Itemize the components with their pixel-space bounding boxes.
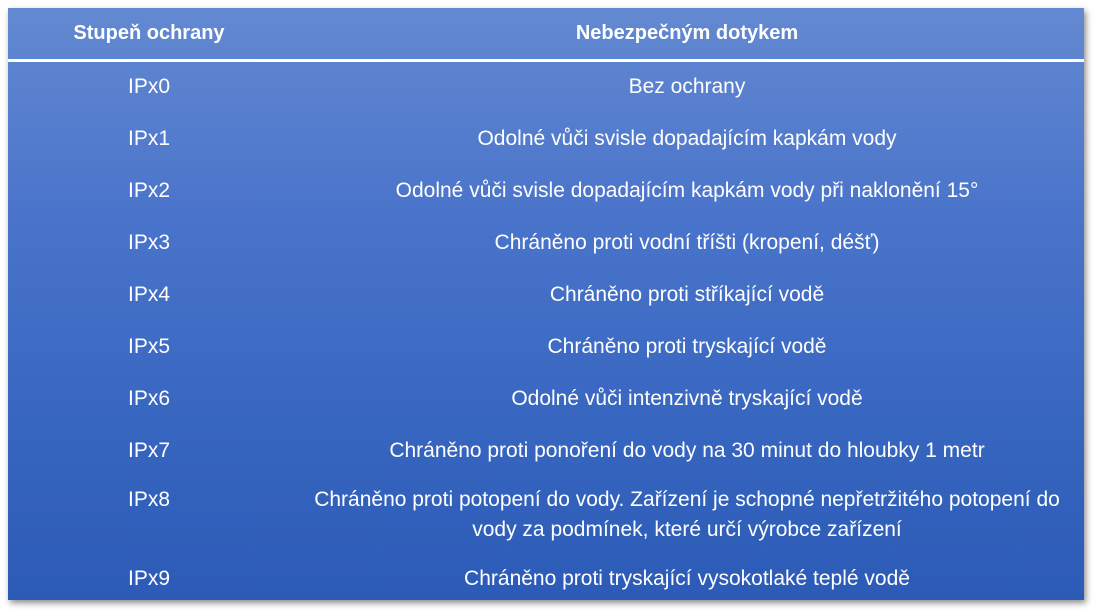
row-code: IPx9 xyxy=(127,566,171,590)
row-description: Chráněno proti tryskající vodě xyxy=(547,334,827,358)
header-dangerous-contact: Nebezpečným dotykem xyxy=(290,8,1084,61)
row-code: IPx7 xyxy=(127,438,171,462)
row-code: IPx2 xyxy=(127,178,171,202)
table-row xyxy=(8,477,1084,553)
header-row xyxy=(8,8,1084,61)
row-description: Chráněno proti tryskající vysokotlaké teplé vodě xyxy=(464,566,910,590)
table-row xyxy=(8,217,1084,269)
row-code: IPx8 xyxy=(127,487,171,511)
row-description: Odolné vůči svisle dopadajícím kapkám vody při naklonění 15° xyxy=(395,178,979,202)
row-description: Odolné vůči intenzivně tryskající vodě xyxy=(511,386,863,410)
table-row xyxy=(8,553,1084,605)
row-code: IPx5 xyxy=(127,334,171,358)
row-code: IPx3 xyxy=(127,230,171,254)
ip-rating-table-container xyxy=(8,8,1084,600)
row-code: IPx0 xyxy=(127,75,171,99)
table-row xyxy=(8,269,1084,321)
table-row xyxy=(8,425,1084,477)
row-description: Chráněno proti potopení do vody. Zařízení je schopné nepřetržitého potopení do vody za podmínek, které určí výrobce zařízení xyxy=(314,487,1060,541)
table-row xyxy=(8,373,1084,425)
row-description: Odolné vůči svisle dopadajícím kapkám vody xyxy=(477,126,897,150)
ip-rating-table xyxy=(8,8,1084,605)
table-row xyxy=(8,61,1084,113)
row-code: IPx1 xyxy=(127,126,171,150)
header-protection-level: Stupeň ochrany xyxy=(8,8,290,61)
row-description: Chráněno proti vodní tříšti (kropení, déšť) xyxy=(494,230,880,254)
row-code: IPx4 xyxy=(127,282,171,306)
row-description: Chráněno proti stříkající vodě xyxy=(549,282,825,306)
row-code: IPx6 xyxy=(127,386,171,410)
table-body xyxy=(8,61,1084,605)
table-row xyxy=(8,165,1084,217)
row-description: Bez ochrany xyxy=(628,75,746,99)
table-row xyxy=(8,321,1084,373)
row-description: Chráněno proti ponoření do vody na 30 minut do hloubky 1 metr xyxy=(389,438,985,462)
table-row xyxy=(8,113,1084,165)
table-header xyxy=(8,8,1084,61)
